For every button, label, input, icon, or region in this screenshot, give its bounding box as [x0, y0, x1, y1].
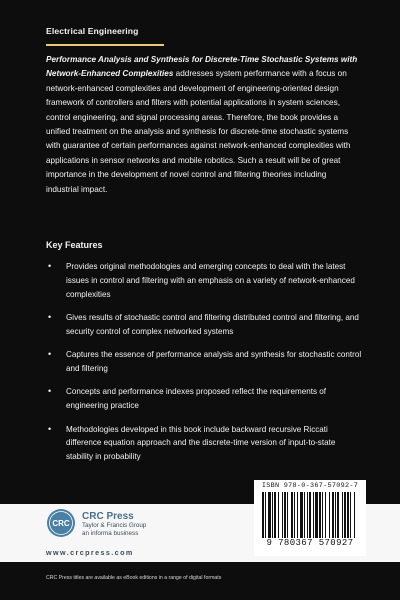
publisher-division: an informa business: [82, 529, 139, 537]
key-feature-item: [46, 348, 364, 376]
subject-category: Electrical Engineering: [46, 26, 139, 36]
accent-divider: [46, 44, 164, 46]
bullet-icon: •: [48, 349, 52, 360]
key-feature-text: Captures the essence of performance analysis and synthesis for stochastic control and filtering: [66, 350, 362, 373]
bullet-icon: •: [48, 311, 52, 322]
key-feature-text: Gives results of stochastic control and filtering distributed control and filtering, and security control of complex networked systems: [66, 312, 359, 336]
key-feature-text: Methodologies developed in this book include backward recursive Riccati difference equation approach and the discrete-time version of input-to-state stability in probability: [66, 424, 336, 462]
publisher-website: www.crcpress.com: [46, 548, 134, 557]
isbn-number: ISBN 978-0-367-57092-7: [261, 482, 359, 490]
key-feature-item: [46, 311, 364, 339]
description-text: addresses system performance with a focus on network-enhanced complexities and development of engineering-oriented design framework of controllers and filters with potential applications in system sciences, control engineering, and signal processing areas. Therefore, the book provides a unified treatment on the analysis and synthesis for discrete-time stochastic systems with guarantee of certain performances against network-enhanced complexities with applications in sensor networks and mobile robotics. Such a result will be of great importance in the development of novel control and filtering theories including industrial impact.: [46, 69, 351, 194]
bullet-icon: •: [48, 261, 52, 271]
publisher-group: Taylor & Francis Group: [82, 522, 147, 529]
book-title: Performance Analysis and Synthesis for Discrete-Time Stochastic Systems with Network-Enhanced Complexities: [46, 55, 358, 79]
barcode-digits: 9 780367 570927: [266, 538, 354, 548]
book-description: [46, 53, 360, 197]
barcode-icon: [260, 492, 360, 538]
publisher-name: CRC Press: [82, 511, 134, 522]
crc-press-logo-icon: [46, 508, 76, 538]
ebook-availability-note: CRC Press titles are available as eBook editions in a range of digital formats: [46, 575, 222, 581]
key-feature-text: Concepts and performance indexes proposed reflect the requirements of engineering practice: [66, 387, 327, 411]
key-feature-item: [46, 423, 364, 464]
crc-logo-text: CRC: [52, 519, 70, 528]
key-feature-item: [46, 260, 364, 301]
isbn-barcode: [254, 480, 366, 556]
key-features-list: [46, 260, 364, 474]
publisher-info: [82, 511, 146, 537]
key-feature-item: [46, 385, 364, 413]
key-feature-text: Provides original methodologies and emerging concepts to deal with the latest issues in control and filtering with an emphasis on a variety of network-enhanced complexities: [66, 262, 355, 299]
key-features-heading: Key Features: [46, 240, 103, 250]
bullet-icon: •: [48, 423, 52, 434]
bullet-icon: •: [48, 386, 52, 397]
